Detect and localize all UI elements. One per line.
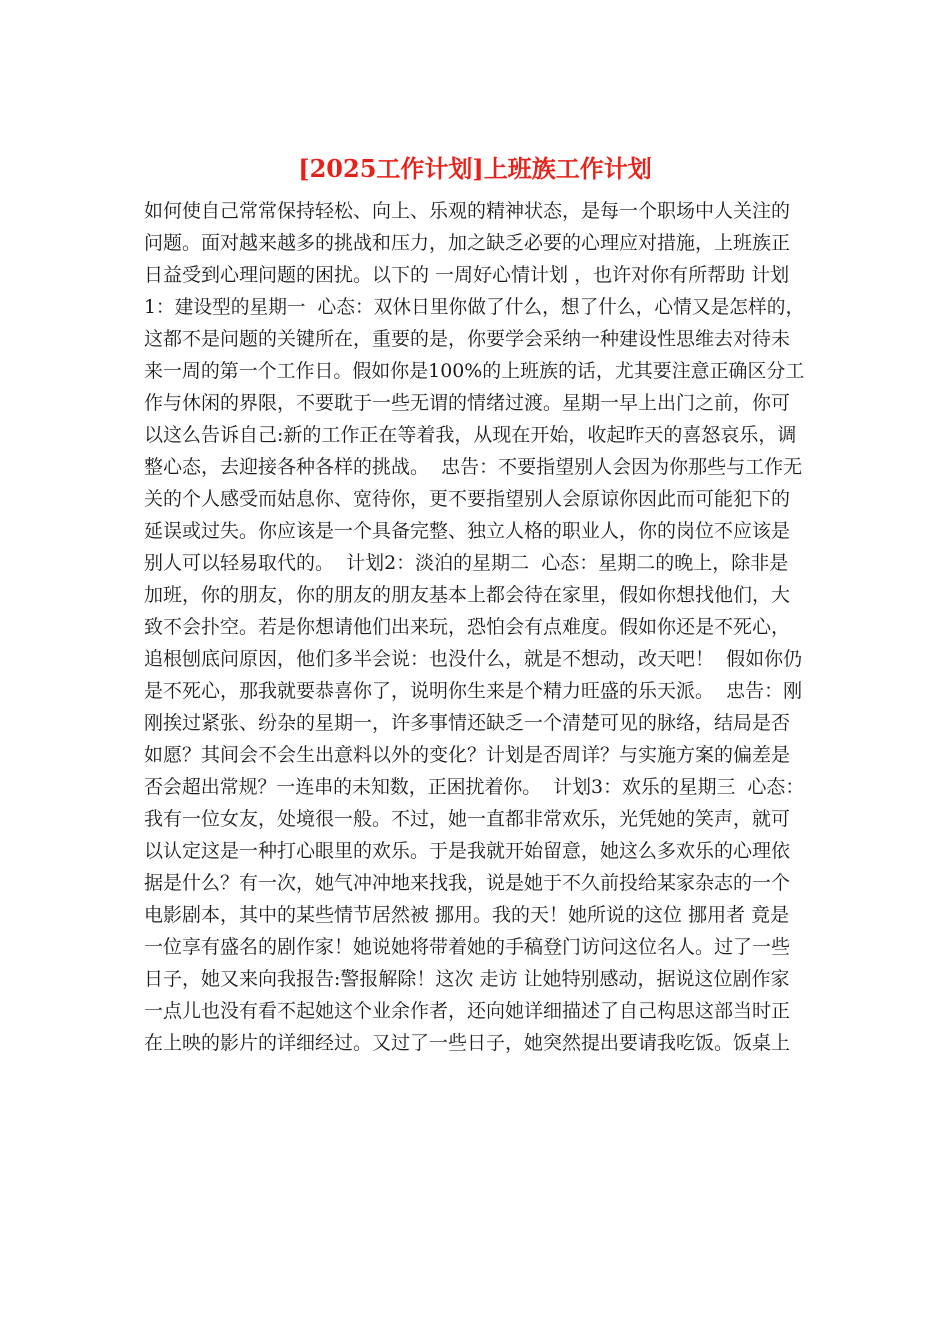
body-line: 别人可以轻易取代的。 计划2：淡泊的星期二 心态：星期二的晚上，除非是 — [144, 552, 789, 574]
body-line: 加班，你的朋友，你的朋友的朋友基本上都会待在家里，假如你想找他们，大 — [144, 584, 791, 606]
body-line: 致不会扑空。若是你想请他们出来玩，恐怕会有点难度。假如你还是不死心， — [144, 616, 791, 638]
body-line: 1：建设型的星期一 心态：双休日里你做了什么，想了什么，心情又是怎样的， — [144, 296, 805, 318]
document-body — [144, 195, 804, 1059]
body-line: 一点儿也没有看不起她这个业余作者，还向她详细描述了自己构思这部当时正 — [144, 1000, 791, 1022]
body-line: 刚挨过紧张、纷杂的星期一，许多事情还缺乏一个清楚可见的脉络，结局是否 — [144, 712, 791, 734]
body-line: 关的个人感受而姑息你、宽待你，更不要指望别人会原谅你因此而可能犯下的 — [144, 488, 791, 510]
body-line: 以这么告诉自己:新的工作正在等着我，从现在开始，收起昨天的喜怒哀乐，调 — [144, 424, 797, 446]
body-line: 延误或过失。你应该是一个具备完整、独立人格的职业人，你的岗位不应该是 — [144, 520, 791, 542]
body-line: 电影剧本，其中的某些情节居然被 挪用。我的天！她所说的这位 挪用者 竟是 — [144, 904, 790, 926]
body-line: 我有一位女友，处境很一般。不过，她一直都非常欢乐，光凭她的笑声，就可 — [144, 808, 791, 830]
body-line: 否会超出常规？一连串的未知数，正困扰着你。 计划3：欢乐的星期三 心态： — [144, 776, 805, 798]
body-line: 这都不是问题的关键所在，重要的是，你要学会采纳一种建设性思维去对待未 — [144, 328, 791, 350]
document-title: [2025工作计划]上班族工作计划 — [298, 154, 652, 183]
body-line: 一位享有盛名的剧作家！她说她将带着她的手稿登门访问这位名人。过了一些 — [144, 936, 791, 958]
body-line: 日子，她又来向我报告:警报解除！这次 走访 让她特别感动，据说这位剧作家 — [144, 968, 790, 990]
body-line: 据是什么？有一次，她气冲冲地来找我，说是她于不久前投给某家杂志的一个 — [144, 872, 791, 894]
body-line: 在上映的影片的详细经过。又过了一些日子，她突然提出要请我吃饭。饭桌上 — [144, 1032, 791, 1054]
body-line: 追根刨底问原因，他们多半会说：也没什么，就是不想动，改天吧！ 假如你仍 — [144, 648, 803, 670]
body-line: 如何使自己常常保持轻松、向上、乐观的精神状态，是每一个职场中人关注的 — [144, 200, 791, 222]
body-line: 日益受到心理问题的困扰。以下的 一周好心情计划 ，也许对你有所帮助 计划 — [144, 264, 790, 286]
body-line: 是不死心，那我就要恭喜你了，说明你生来是个精力旺盛的乐天派。 忠告：刚 — [144, 680, 803, 702]
body-line: 整心态，去迎接各种各样的挑战。 忠告：不要指望别人会因为你那些与工作无 — [144, 456, 803, 478]
body-line: 如愿？其间会不会生出意料以外的变化？计划是否周详？与实施方案的偏差是 — [144, 744, 791, 766]
body-line: 以认定这是一种打心眼里的欢乐。于是我就开始留意，她这么多欢乐的心理依 — [144, 840, 791, 862]
body-line: 问题。面对越来越多的挑战和压力，加之缺乏必要的心理应对措施，上班族正 — [144, 232, 791, 254]
body-line: 来一周的第一个工作日。假如你是100%的上班族的话，尤其要注意正确区分工 — [144, 360, 805, 382]
body-line: 作与休闲的界限，不要耽于一些无谓的情绪过渡。星期一早上出门之前，你可 — [144, 392, 791, 414]
